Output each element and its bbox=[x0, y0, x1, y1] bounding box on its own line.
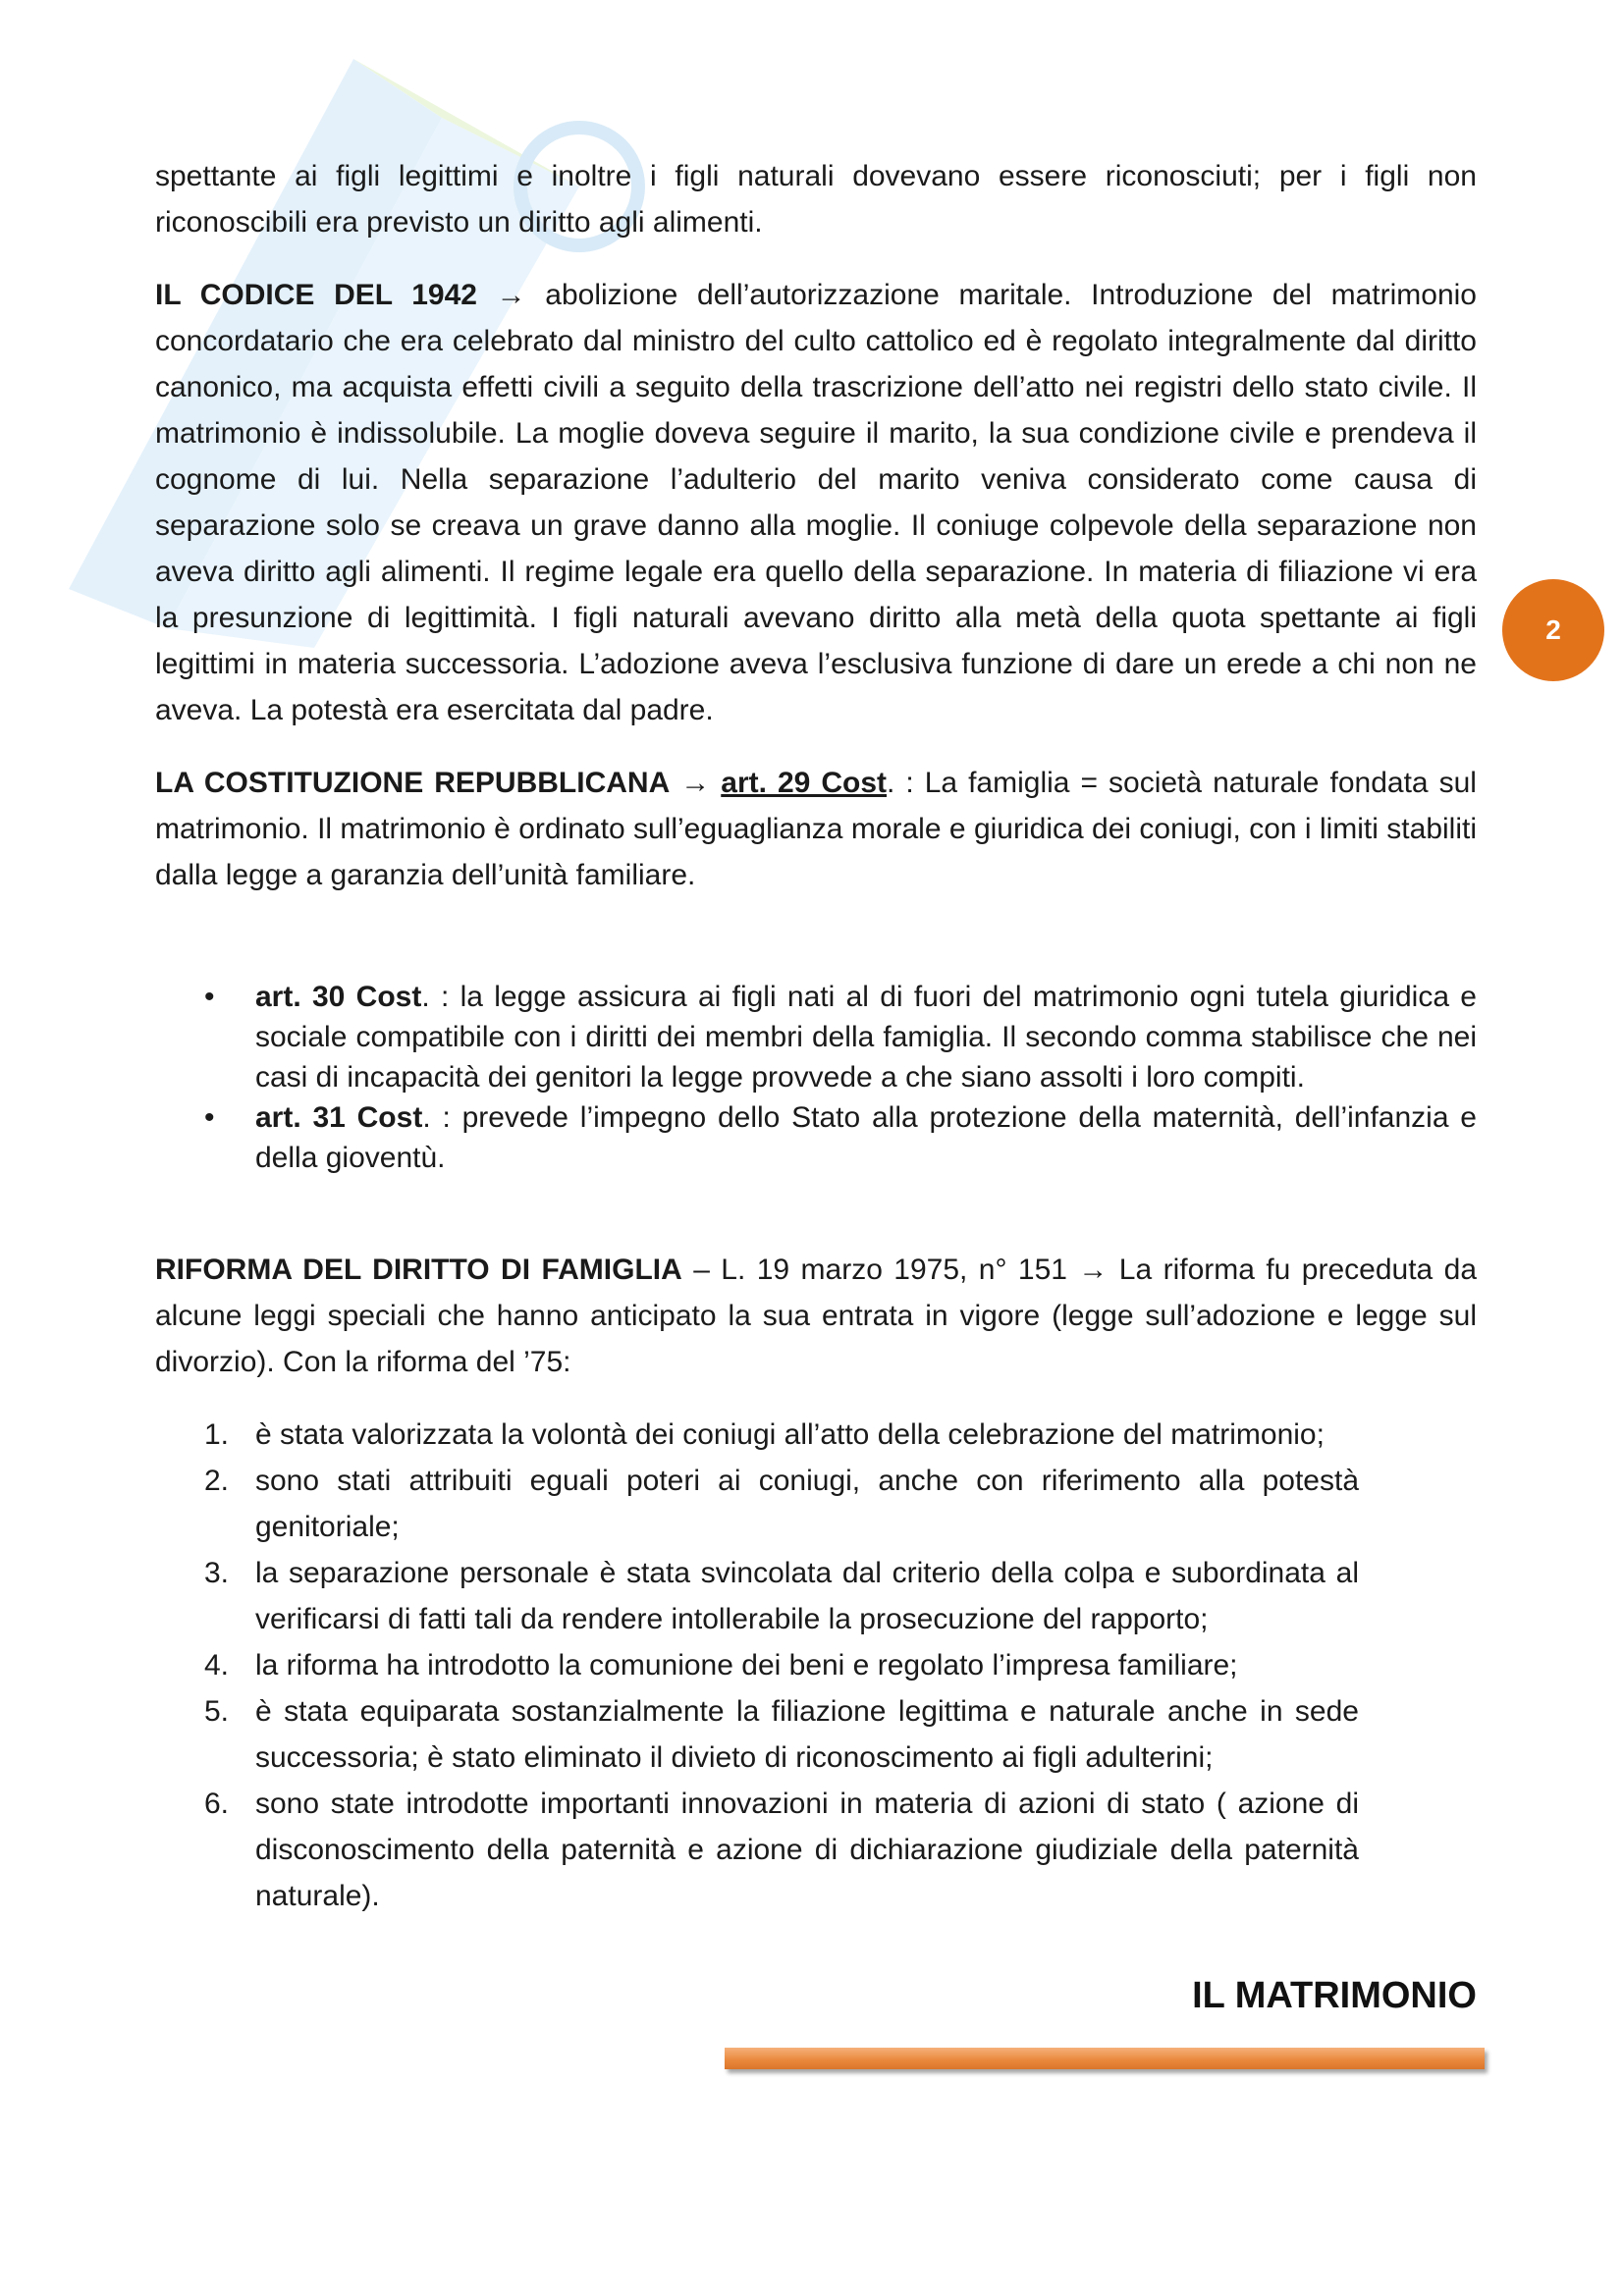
list-item: 2. sono stati attribuiti eguali poteri ai coniugi, anche con riferimento alla potestà genitoriale; bbox=[204, 1465, 1359, 1543]
list-item: 3. la separazione personale è stata svincolata dal criterio della colpa e subordinata al verificarsi di fatti tali da rendere intollerabile la prosecuzione del rapporto; bbox=[204, 1557, 1359, 1635]
art-31-text: . : prevede l’impegno dello Stato alla protezione della maternità, dell’infanzia e della gioventù. bbox=[255, 1101, 1477, 1174]
list-item bbox=[155, 1097, 1477, 1178]
constitution-articles-list bbox=[155, 977, 1477, 1178]
section-title-underline bbox=[725, 2048, 1485, 2069]
page-number: 2 bbox=[1545, 614, 1561, 645]
costituzione-text: . : La famiglia = società naturale fondata sul matrimonio. Il matrimonio è ordinato sull’eguaglianza morale e giuridica dei coniugi, con i limiti stabiliti dalla legge a garanzia dell’unità familiare. bbox=[155, 767, 1477, 891]
bullet-icon: • bbox=[204, 1101, 215, 1134]
codice-1942-heading: IL CODICE DEL 1942 bbox=[155, 279, 477, 311]
list-item: 6. sono state introdotte importanti innovazioni in materia di azioni di stato ( azione di disconoscimento della paternità e azione di dichiarazione giudiziale della paternità naturale). bbox=[204, 1788, 1359, 1912]
costituzione-paragraph bbox=[155, 760, 1477, 898]
codice-1942-text: abolizione dell’autorizzazione maritale. Introduzione del matrimonio concordatario che era celebrato dal ministro del culto cattolico ed è regolato integralmente dal diritto canonico, ma acquista effetti civili a seguito della trascrizione dell’atto nei registri dello stato civile. Il matrimonio è indissolubile. La moglie doveva seguire il marito, la sua condizione civile e prendeva il cognome di lui. Nella separazione l’adulterio del marito veniva considerato come causa di separazione solo se creava un grave danno alla moglie. Il coniuge colpevole della separazione non aveva diritto agli alimenti. Il regime legale era quello della separazione. In materia di filiazione vi era la presunzione di legittimità. I figli naturali avevano diritto alla metà della quota spettante ai figli legittimi in materia successoria. L’adozione aveva l’esclusiva funzione di dare un erede a chi non ne aveva. La potestà era esercitata dal padre. bbox=[155, 279, 1477, 726]
art-30-text: . : la legge assicura ai figli nati al di fuori del matrimonio ogni tutela giuridica e sociale compatibile con i diritti dei membri della famiglia. Il secondo comma stabilisce che nei casi di incapacità dei genitori la legge provvede a che siano assolti i loro compiti. bbox=[255, 981, 1477, 1094]
page-number-badge bbox=[1502, 579, 1604, 681]
bullet-icon: • bbox=[204, 981, 215, 1013]
document-body bbox=[155, 153, 1477, 1919]
riforma-list bbox=[155, 1412, 1359, 1919]
riforma-text: – L. 19 marzo 1975, n° 151 → La riforma fu preceduta da alcune leggi speciali che hanno anticipato la sua entrata in vigore (legge sull’adozione e legge sul divorzio). Con la riforma del ’75: bbox=[155, 1254, 1477, 1378]
costituzione-heading: LA COSTITUZIONE REPUBBLICANA bbox=[155, 767, 671, 799]
list-item: 5. è stata equiparata sostanzialmente la filiazione legittima e naturale anche in sede successoria; è stato eliminato il divieto di riconoscimento ai figli adulterini; bbox=[204, 1695, 1359, 1774]
intro-paragraph: spettante ai figli legittimi e inoltre i figli naturali dovevano essere riconosciuti; per i figli non riconoscibili era previsto un diritto agli alimenti. bbox=[155, 160, 1477, 239]
section-title: IL MATRIMONIO bbox=[1192, 1975, 1477, 2016]
art-30-reference: art. 30 Cost bbox=[255, 981, 422, 1013]
list-item bbox=[155, 977, 1477, 1097]
codice-1942-paragraph bbox=[155, 272, 1477, 733]
list-item: 4. la riforma ha introdotto la comunione dei beni e regolato l’impresa familiare; bbox=[204, 1649, 1238, 1682]
riforma-heading: RIFORMA DEL DIRITTO DI FAMIGLIA bbox=[155, 1254, 682, 1286]
art-29-reference: art. 29 Cost bbox=[721, 767, 888, 799]
arrow-icon: → bbox=[496, 279, 526, 311]
art-31-reference: art. 31 Cost bbox=[255, 1101, 423, 1134]
arrow-icon: → bbox=[680, 767, 711, 799]
riforma-paragraph bbox=[155, 1247, 1477, 1385]
list-item: 1. è stata valorizzata la volontà dei coniugi all’atto della celebrazione del matrimonio; bbox=[204, 1418, 1325, 1451]
